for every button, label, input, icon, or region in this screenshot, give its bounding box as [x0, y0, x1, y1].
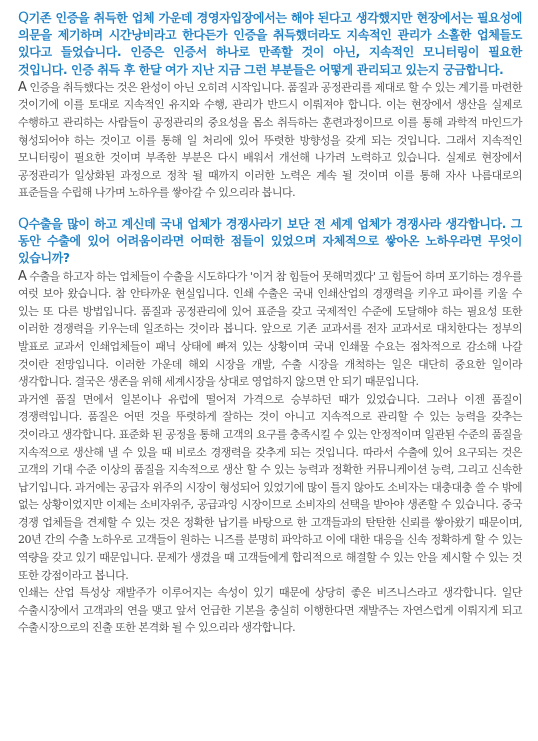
question-1-text: 기존 인증을 취득한 업체 가운데 경영자입장에서는 해야 된다고 생각했지만 현장에서는 필요성에 의문을 제기하며 시간낭비라고 한다든가 인증을 취득했더라도 지속적인 관리가 소홀한 업체들도 있다고 들었습니다. 인증은 인증서 하나로 만족할 것이 아닌, 지속적인 모니터링이 필요한 것입니다. 인증 취득 후 한달 여가 지난 지금 그런 부분들은 어떻게 관리되고 있는지 궁금합니다. — [18, 11, 522, 77]
answer-2 — [18, 268, 522, 391]
qa-section-1 — [18, 10, 522, 202]
question-2 — [18, 216, 522, 268]
answer-mark: A — [18, 79, 27, 95]
question-mark: Q — [18, 10, 29, 26]
answer-2-paragraph: 수출을 하고자 하는 업체들이 수출을 시도하다가 '이거 참 힘들어 못해먹겠다' 고 힘들어 하며 포기하는 경우를 여럿 보아 왔습니다. 참 안타까운 현실입니다. 인쇄 수출은 국내 인쇄산업의 경쟁력을 키우고 파이를 키울 수 있는 또 다른 방법입니다. 품질과 공정관리에 있어 표준을 갖고 국제적인 수준에 도달해야 하는 필요성 또한 이러한 경쟁력을 키우는데 일조하는 것이라 봅니다. 앞으로 기존 교과서를 전자 교과서로 대치한다는 정부의 발표로 교과서 인쇄업체들이 패닉 상태에 빠져 있는 상황이며 국내 인쇄물 수요는 점차적으로 감소해 나갈 것이란 전망입니다. 이러한 가운데 해외 시장을 개발, 수출 시장을 개척하는 일은 대단히 중요한 일이라 생각합니다. 결국은 생존을 위해 세계시장을 상대로 영업하지 않으면 안 되기 때문입니다. — [18, 269, 522, 389]
answer-2-paragraph-2: 과거엔 품질 면에서 일본이나 유럽에 떨어져 가격으로 승부하던 때가 있었습니다. 그러나 이젠 품질이 경쟁력입니다. 품질은 어떤 것을 뚜렷하게 잘하는 것이 아니고 지속적으로 관리할 수 있는 능력을 갖추는 것이라고 생각합니다. 표준화 된 공정을 통해 고객의 요구를 충족시킬 수 있는 안정적이며 일관된 수준의 품질을 지속적으로 생산해 낼 수 있을 때 비로소 경쟁력을 갖추게 되는 것입니다. 따라서 수출에 있어 요구되는 것은 고객의 기대 수준 이상의 품질을 지속적으로 생산 할 수 있는 능력과 정확한 커뮤니케이션 능력, 그리고 신속한 납기입니다. 과거에는 공급자 위주의 시장이 형성되어 있었기에 많이 틀지 않아도 소비자는 대충대충 쓸 수 밖에 없는 상황이었지만 이제는 소비자위주, 공급과잉 시장이므로 소비자의 선택을 받아야 생존할 수 있습니다. 중국 경쟁 업체들을 견제할 수 있는 것은 정확한 납기를 바탕으로 한 고객들과의 탄탄한 신뢰를 쌓아왔기 때문이며, 20년 간의 수출 노하우로 고객들이 원하는 니즈를 분명히 파악하고 이에 대한 대응을 신속 정확하게 할 수 있는 역량을 갖고 있기 때문입니다. 문제가 생겼을 때 고객들에게 합리적으로 해결할 수 있는 안을 제시할 수 있는 것 또한 강점이라고 봅니다. — [18, 392, 522, 582]
question-mark: Q — [18, 215, 29, 232]
answer-1 — [18, 79, 522, 202]
answer-1-paragraph: 인증을 취득했다는 것은 완성이 아닌 오히려 시작입니다. 품질과 공정관리를 제대로 할 수 있는 계기를 마련한 것이기에 이를 토대로 지속적인 유지와 수행, 관리가 반드시 이뤄져야 합니다. 이는 현장에서 생산을 실제로 수행하고 관리하는 사람들이 공정관리의 중요성을 몸소 취득하는 훈련과정이므로 이를 통해 과학적 마인드가 형성되어야 하는 것이고 이를 통해 일 처리에 있어 뚜렷한 방향성을 갖게 되는 것입니다. 그래서 지속적인 모니터링이 필요한 것이며 부족한 부분은 다시 배워서 개선해 나가려 노력하고 있습니다. 실제로 현장에서 공정관리가 일상화된 과정으로 정착 될 때까지 이러한 노력은 계속 될 것이며 이를 통해 자사 나름대로의 표준들을 수립해 나가며 노하우를 쌓아갈 수 있으리라 봅니다. — [18, 80, 522, 200]
question-2-text: 수출을 많이 하고 계신데 국내 업체가 경쟁사라기 보단 전 세계 업체가 경쟁사라 생각합니다. 그 동안 수출에 있어 어려움이라면 어떠한 점들이 있었으며 자체적으로 쌓아온 노하우라면 무엇이 있습니까? — [18, 216, 522, 266]
qa-section-2 — [18, 216, 522, 637]
answer-2-paragraph-3: 인쇄는 산업 특성상 재발주가 이루어지는 속성이 있기 때문에 상당히 좋은 비즈니스라고 생각합니다. 일단 수출시장에서 고객과의 연을 맺고 앞서 언급한 기본을 충실히 이행한다면 재발주는 자연스럽게 이뤄지게 되고 수출시장으로의 진출 또한 본격화 될 수 있으리라 생각합니다. — [18, 586, 522, 635]
question-1 — [18, 10, 522, 79]
section-gap — [18, 202, 522, 216]
answer-mark: A — [18, 268, 27, 284]
